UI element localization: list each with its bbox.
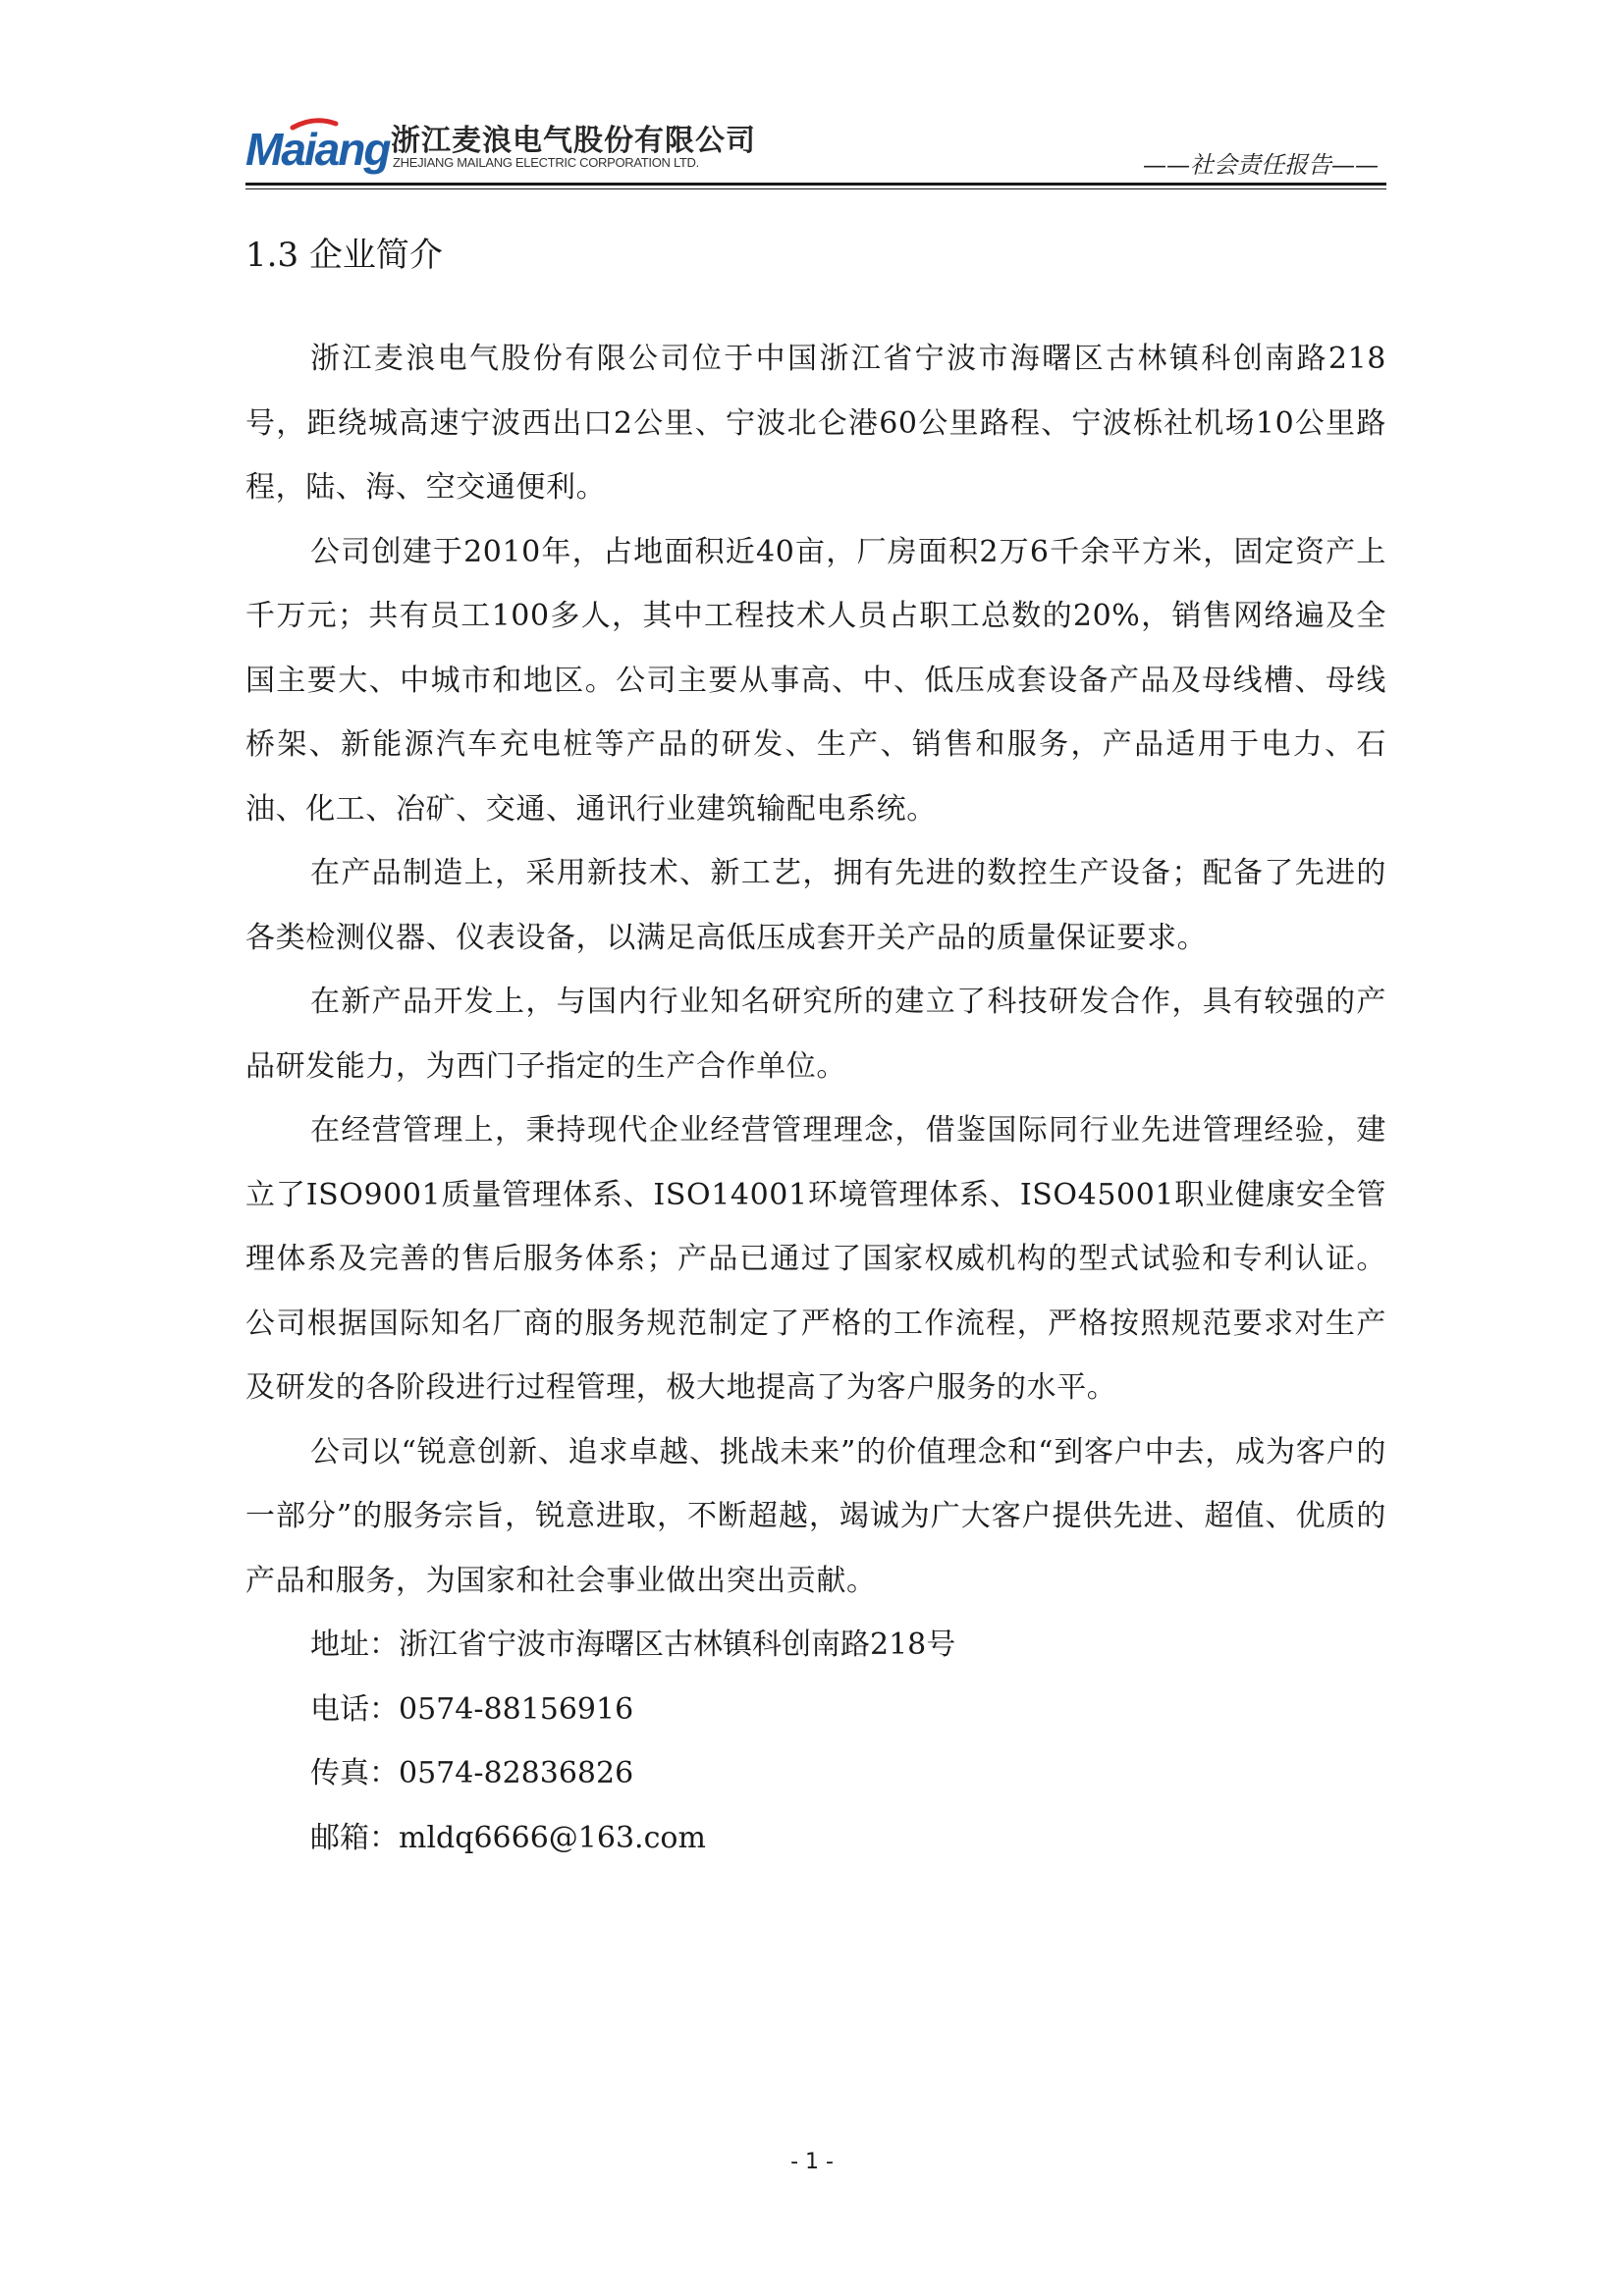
body-content [245,327,1386,1870]
page-number: - 1 - [790,2150,834,2174]
company-logo [245,106,756,175]
header-rule-thin [245,188,1386,189]
header-rule [245,183,1386,186]
contact-phone: 电话：0574-88156916 [310,1691,634,1727]
page-header [245,106,1386,194]
paragraph: 公司以“锐意创新、追求卓越、挑战未来”的价值理念和“到客户中去，成为客户的一部分”的服务宗旨，锐意进取，不断超越，竭诚为广大客户提供先进、超值、优质的产品和服务，为国家和社会事业做出突出贡献。 [245,1434,1386,1598]
maiang-logo-icon [245,114,393,175]
paragraph: 公司创建于2010年，占地面积近40亩，厂房面积2万6千余平方米，固定资产上千万元；共有员工100多人，其中工程技术人员占职工总数的20%，销售网络遍及全国主要大、中城市和地区。公司主要从事高、中、低压成套设备产品及母线槽、母线桥架、新能源汽车充电桩等产品的研发、生产、销售和服务，产品适用于电力、石油、化工、冶矿、交通、通讯行业建筑输配电系统。 [245,534,1386,827]
paragraph: 在经营管理上，秉持现代企业经营管理理念，借鉴国际同行业先进管理经验，建立了ISO9001质量管理体系、ISO14001环境管理体系、ISO45001职业健康安全管理体系及完善的售后服务体系；产品已通过了国家权威机构的型式试验和专利认证。公司根据国际知名厂商的服务规范制定了严格的工作流程，严格按照规范要求对生产及研发的各阶段进行过程管理，极大地提高了为客户服务的水平。 [245,1113,1386,1405]
section-title: 1.3 企业简介 [245,236,443,275]
contact-fax: 传真：0574-82836826 [310,1756,634,1790]
svg-text:Maiang: Maiang [245,124,390,175]
paragraph: 浙江麦浪电气股份有限公司位于中国浙江省宁波市海曙区古林镇科创南路218号，距绕城高速宁波西出口2公里、宁波北仑港60公里路程、宁波栎社机场10公里路程，陆、海、空交通便利。 [245,342,1386,505]
paragraph: 在新产品开发上，与国内行业知名研究所的建立了科技研发合作，具有较强的产品研发能力，为西门子指定的生产合作单位。 [245,985,1386,1084]
report-tag: ——社会责任报告—— [1143,151,1379,179]
company-name-en: ZHEJIANG MAILANG ELECTRIC CORPORATION LTD. [393,155,699,170]
paragraph: 在产品制造上，采用新技术、新工艺，拥有先进的数控生产设备；配备了先进的各类检测仪器、仪表设备，以满足高低压成套开关产品的质量保证要求。 [245,856,1386,955]
company-name-cn: 浙江麦浪电气股份有限公司 [391,124,756,158]
contact-address: 地址：浙江省宁波市海曙区古林镇科创南路218号 [310,1628,956,1662]
contact-email: 邮箱：mldq6666@163.com [310,1820,706,1855]
